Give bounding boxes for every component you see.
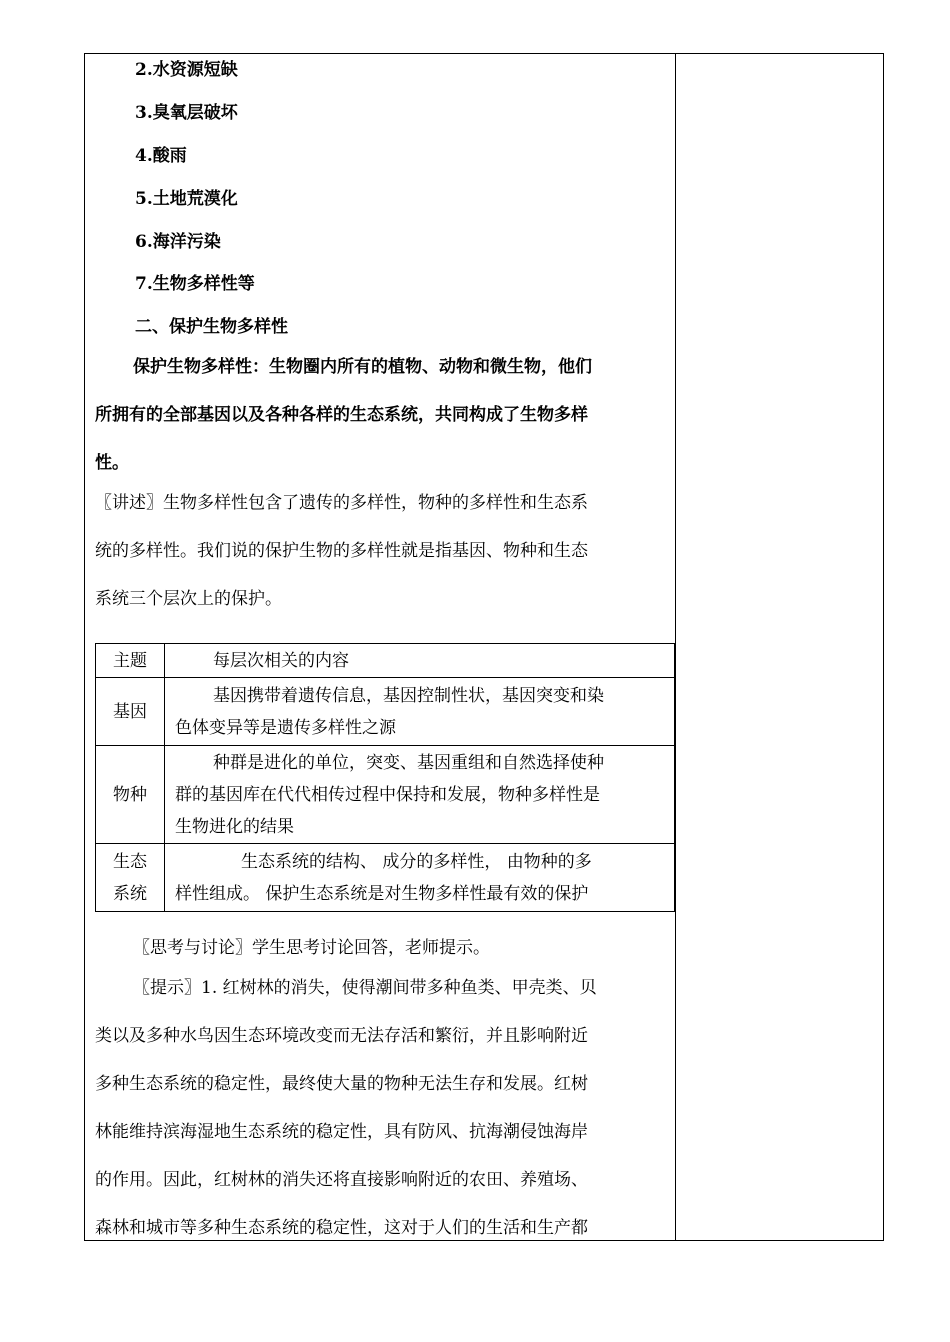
hint-line: 〖提示〗1. 红树林的消失，使得潮间带多种鱼类、甲壳类、贝 — [133, 978, 597, 998]
definition-line: 性。 — [95, 453, 129, 473]
lecture-line: 统的多样性。我们说的保护生物的多样性就是指基因、物种和生态 — [95, 541, 588, 561]
table-cell-content: 基因携带着遗传信息，基因控制性状，基因突变和染 色体变异等是遗传多样性之源 — [165, 678, 675, 746]
list-item: 2.水资源短缺 — [135, 60, 238, 80]
table-header-topic: 主题 — [96, 644, 165, 678]
definition-line: 保护生物多样性：生物圈内所有的植物、动物和微生物，他们 — [133, 357, 592, 377]
lecture-line: 〖讲述〗生物多样性包含了遗传的多样性，物种的多样性和生态系 — [95, 493, 588, 513]
section-heading: 二、保护生物多样性 — [135, 317, 288, 337]
biodiversity-levels-table — [95, 643, 675, 912]
lecture-paragraph — [95, 487, 663, 631]
hint-paragraph — [95, 972, 663, 1260]
hint-line: 多种生态系统的稳定性，最终使大量的物种无法生存和发展。红树 — [95, 1074, 588, 1094]
table-cell-content: 种群是进化的单位，突变、基因重组和自然选择使种 群的基因库在代代相传过程中保持和发展，物种多样性是 生物进化的结果 — [165, 746, 675, 844]
table-header-row — [96, 644, 675, 678]
table-cell-topic: 基因 — [96, 678, 165, 746]
column-divider — [675, 54, 676, 1240]
hint-line: 的作用。因此，红树林的消失还将直接影响附近的农田、养殖场、 — [95, 1170, 588, 1190]
table-cell-content: 生态系统的结构、 成分的多样性， 由物种的多 样性组成。 保护生态系统是对生物多样性最有效的保护 — [165, 844, 675, 912]
lecture-line: 系统三个层次上的保护。 — [95, 589, 282, 609]
table-header-content: 每层次相关的内容 — [165, 644, 675, 678]
hint-line: 森林和城市等多种生态系统的稳定性，这对于人们的生活和生产都 — [95, 1218, 588, 1238]
list-item: 3.臭氧层破坏 — [135, 103, 238, 123]
list-item: 4.酸雨 — [135, 146, 187, 166]
table-cell-topic: 生态 系统 — [96, 844, 165, 912]
table-row — [96, 746, 675, 844]
lesson-table-frame — [84, 53, 884, 1241]
table-row — [96, 678, 675, 746]
hint-line: 林能维持滨海湿地生态系统的稳定性，具有防风、抗海潮侵蚀海岸 — [95, 1122, 588, 1142]
table-cell-topic: 物种 — [96, 746, 165, 844]
definition-line: 所拥有的全部基因以及各种各样的生态系统，共同构成了生物多样 — [95, 405, 588, 425]
table-row — [96, 844, 675, 912]
discussion-paragraph — [95, 932, 663, 972]
hint-line: 类以及多种水鸟因生态环境改变而无法存活和繁衍，并且影响附近 — [95, 1026, 588, 1046]
definition-paragraph — [95, 351, 663, 495]
list-item: 6.海洋污染 — [135, 232, 221, 252]
list-item: 7.生物多样性等 — [135, 274, 255, 294]
discussion-line: 〖思考与讨论〗学生思考讨论回答，老师提示。 — [133, 938, 490, 958]
list-item: 5.土地荒漠化 — [135, 189, 238, 209]
